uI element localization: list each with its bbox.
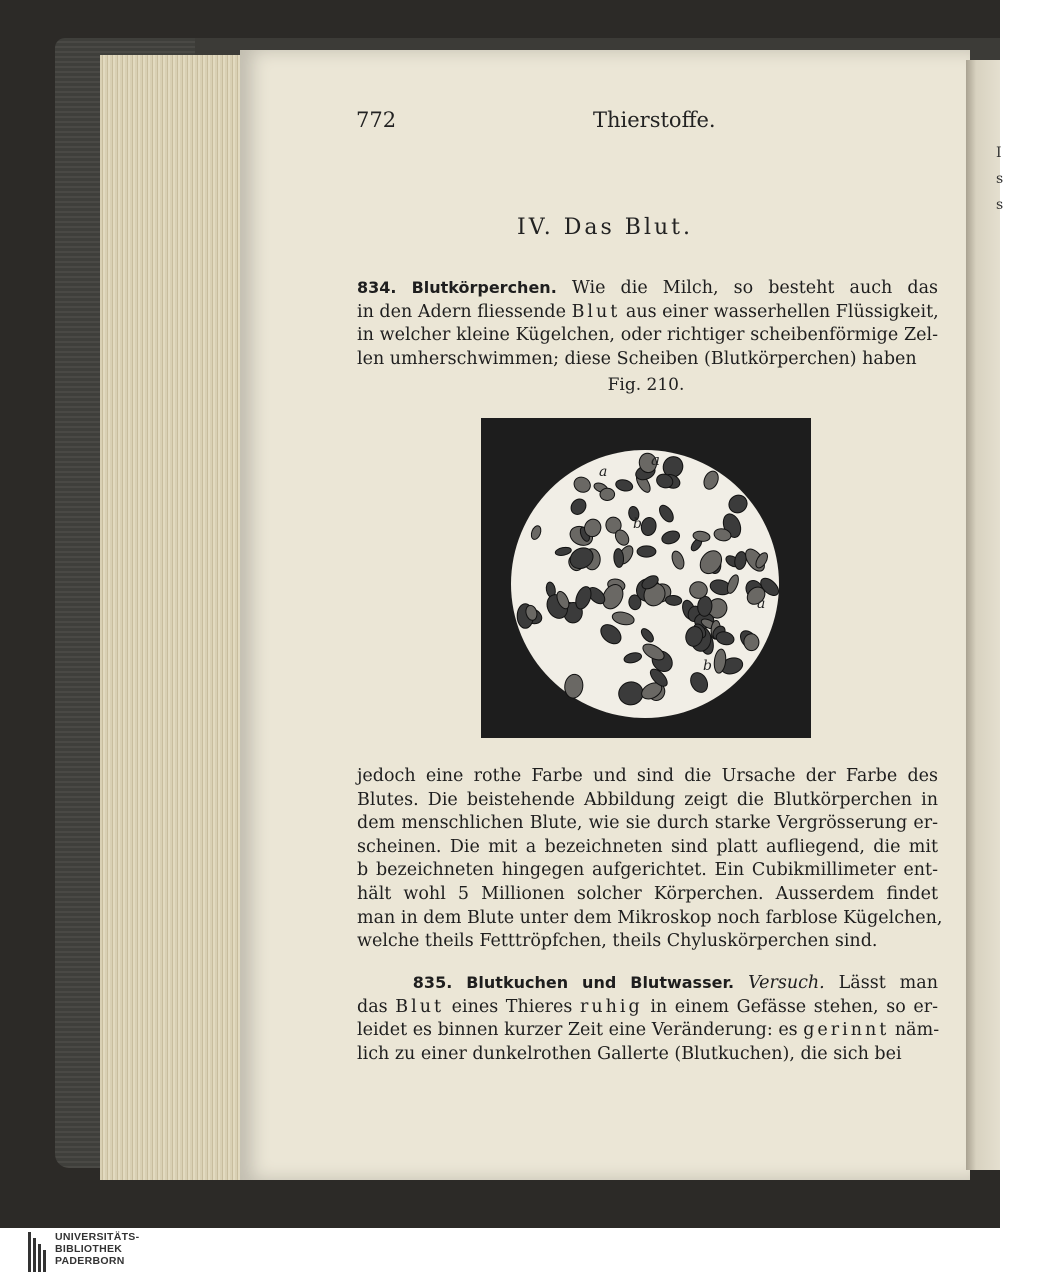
label-b: b <box>703 658 712 674</box>
text-line: b bezeichneten hingegen aufgerichtet. Ein Cubikmillimeter ent- <box>357 860 938 881</box>
text-line: len umherschwimmen; diese Scheiben (Blutkörperchen) haben <box>357 348 917 369</box>
page-number: 772 <box>356 108 397 132</box>
text-line: jedoch eine rothe Farbe und sind die Ursache der Farbe des <box>357 766 938 786</box>
blood-cell <box>637 546 656 557</box>
running-head: Thierstoffe. <box>593 108 716 132</box>
next-page-edge <box>966 60 1000 1170</box>
micrograph-illustration <box>481 418 811 738</box>
text-line: dem menschlichen Blute, wie sie durch starke Vergrösserung er- <box>357 813 938 834</box>
text-line: das Blut eines Thieres ruhig in einem Gefässe stehen, so er- <box>357 996 938 1017</box>
paragraph-heading: Blutkörperchen. <box>411 278 557 297</box>
library-logo-icon <box>28 1232 48 1272</box>
text-line: in den Adern fliessende Blut aus einer wasserhellen Flüssigkeit, <box>357 301 939 322</box>
label-b: b <box>633 516 642 532</box>
page-edges <box>100 55 260 1180</box>
section-title: IV. Das Blut. <box>517 215 693 240</box>
paragraph-number: 835. <box>412 973 453 992</box>
text-line: in welcher kleine Kügelchen, oder richtiger scheibenförmige Zel- <box>357 325 938 346</box>
text-line: leidet es binnen kurzer Zeit eine Veränderung: es gerinnt näm- <box>357 1020 940 1041</box>
label-a: a <box>757 596 766 612</box>
paragraph-heading: Blutkuchen und Blutwasser. <box>466 973 735 992</box>
paragraph-834 <box>357 276 938 371</box>
spaced-emphasis: gerinnt <box>803 1020 890 1041</box>
text-line: hält wohl 5 Millionen solcher Körperchen. Ausserdem findet <box>357 883 938 904</box>
spaced-emphasis: Blut <box>571 301 621 322</box>
blood-cell <box>600 488 615 501</box>
text-line: man in dem Blute unter dem Mikroskop noch farblose Kügelchen, <box>357 907 943 928</box>
paragraph-834-continued <box>357 765 943 954</box>
label-a: a <box>599 464 608 480</box>
library-footer <box>0 1228 1000 1275</box>
italic-term: Versuch. <box>748 973 825 993</box>
text-line: scheinen. Die mit a bezeichneten sind platt aufliegend, die mit <box>357 836 938 857</box>
paragraph-835 <box>357 971 938 1066</box>
spaced-emphasis: Blut <box>395 996 444 1017</box>
text-line: 835. Blutkuchen und Blutwasser. Versuch. Lässt man <box>412 973 938 993</box>
text-line: 834. Blutkörperchen. Wie die Milch, so besteht auch das <box>357 278 938 298</box>
paragraph-number: 834. <box>357 278 397 297</box>
text-line: Blutes. Die beistehende Abbildung zeigt die Blutkörperchen in <box>357 789 938 810</box>
library-logo-text: UNIVERSITÄTS- BIBLIOTHEK PADERBORN <box>55 1231 140 1267</box>
text-line: welche theils Fetttröpfchen, theils Chyluskörperchen sind. <box>357 931 878 952</box>
blood-cell <box>689 581 707 598</box>
blood-cells-figure <box>481 418 811 738</box>
next-page-fragments: I s s <box>996 145 1004 213</box>
label-a: a <box>651 451 660 469</box>
text-line: lich zu einer dunkelrothen Gallerte (Blutkuchen), die sich bei <box>357 1043 902 1064</box>
spaced-emphasis: ruhig <box>580 996 643 1017</box>
figure-caption: Fig. 210. <box>607 375 685 395</box>
